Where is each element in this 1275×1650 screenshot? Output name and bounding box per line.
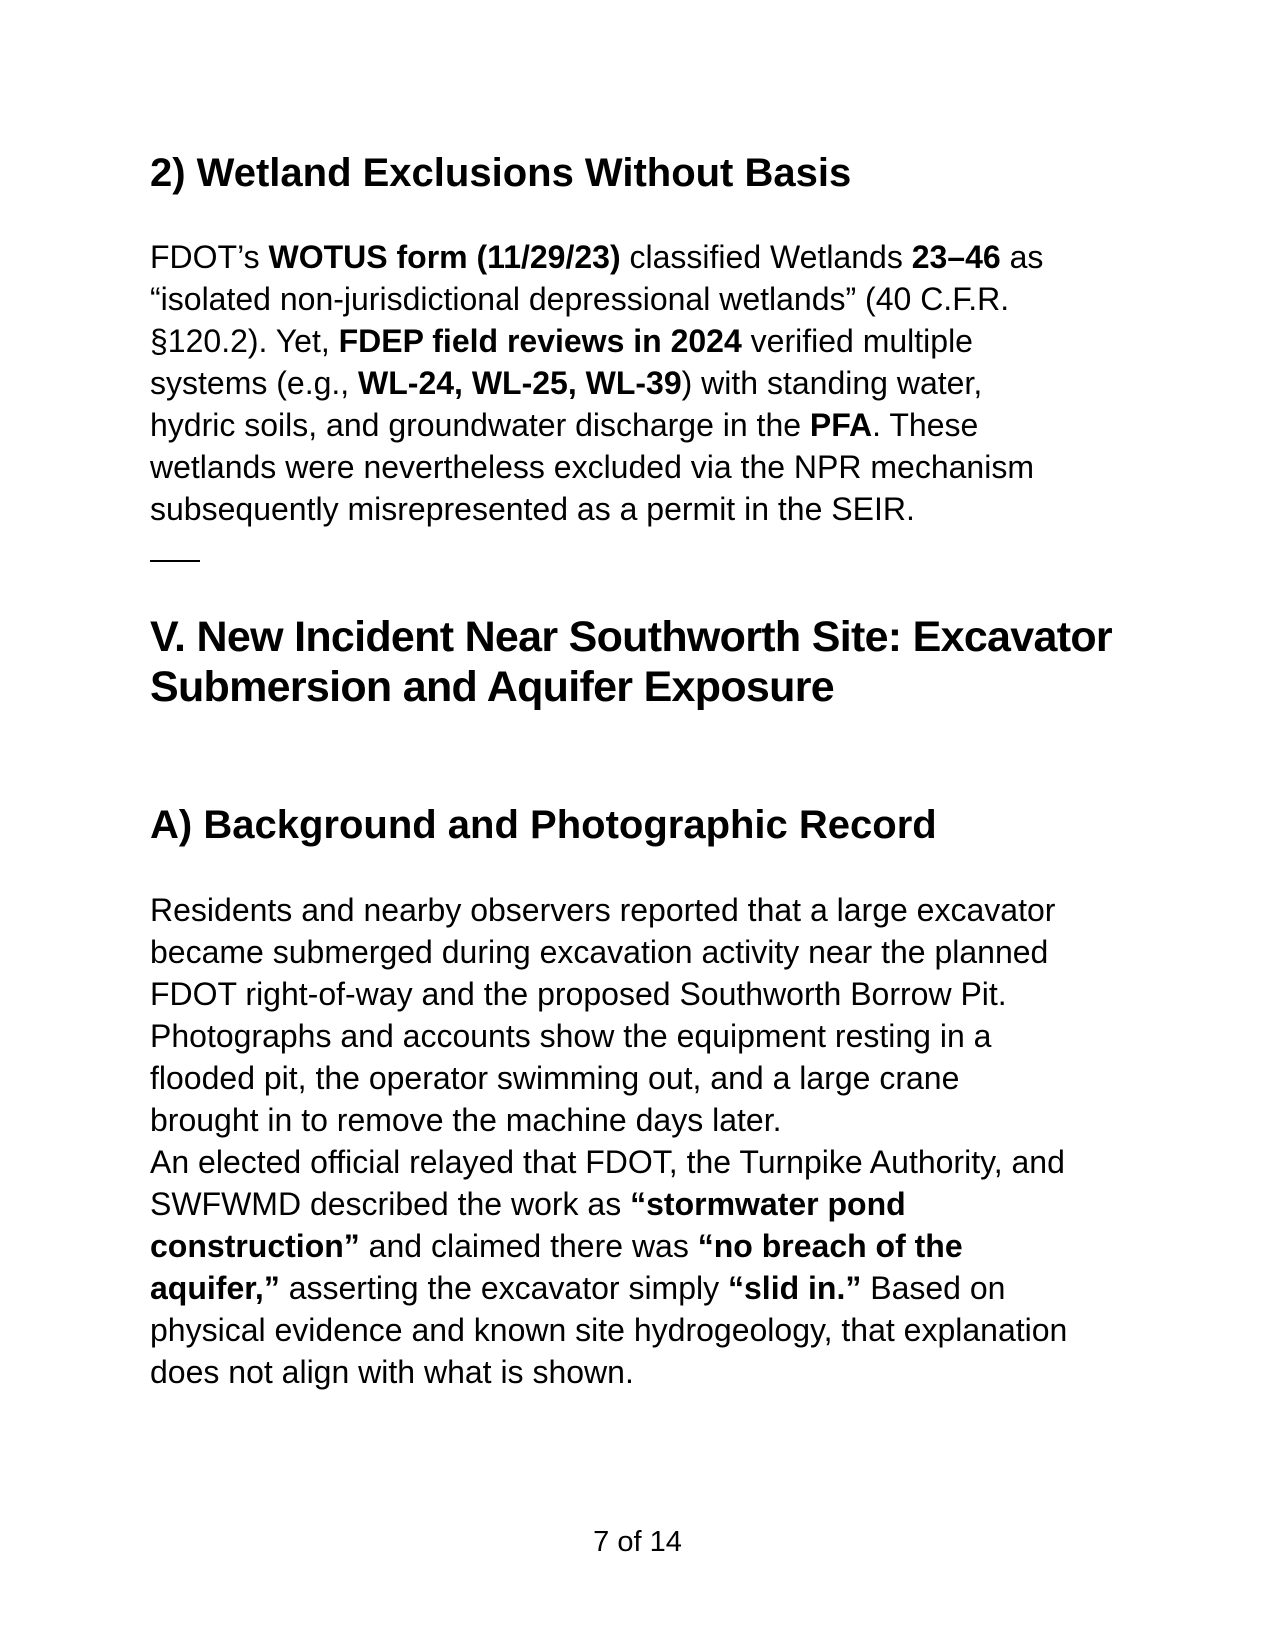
wetland-exclusions-paragraph: FDOT’s WOTUS form (11/29/23) classified Wetlands 23–46 as “isolated non-jurisdictional depressional wetlands” (40 C.F.R. §120.2). Yet, FDEP field reviews in 2024 verified multiple systems (e.g., WL-24, WL-25, WL-39) with standing water, hydric soils, and groundwater discharge in the PFA. These wetlands were nevertheless excluded via the NPR mechanism subsequently misrepresented as a permit in the SEIR.	[150, 239, 1044, 527]
page-number: 7 of 14	[593, 1526, 682, 1558]
section-heading-new-incident: V. New Incident Near Southworth Site: Excavator Submersion and Aquifer Exposure	[150, 613, 1112, 711]
background-paragraph: Residents and nearby observers reported that a large excavator became submerged during excavation activity near the planned FDOT right-of-way and the proposed Southworth Borrow Pit. Photographs and accounts show the equipment resting in a flooded pit, the operator swimming out, and a large crane brought in to remove the machine days later. An elected official relayed that FDOT, the Turnpike Authority, and SWFWMD described the work as “stormwater pond construction” and claimed there was “no breach of the aquifer,” asserting the excavator simply “slid in.” Based on physical evidence and known site hydrogeology, that explanation does not align with what is shown.	[150, 892, 1068, 1390]
horizontal-divider	[150, 560, 200, 562]
subsection-heading-background: A) Background and Photographic Record	[150, 803, 937, 847]
section-heading-wetland-exclusions: 2) Wetland Exclusions Without Basis	[150, 151, 852, 195]
document-content	[150, 149, 1135, 1393]
